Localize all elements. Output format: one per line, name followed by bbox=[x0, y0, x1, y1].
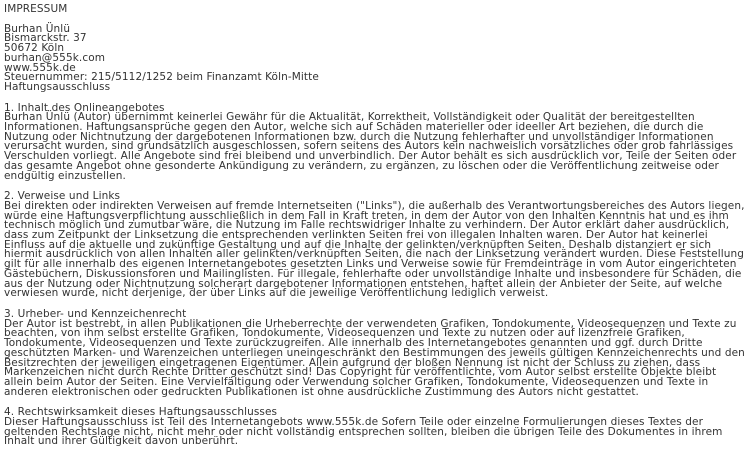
section-links-heading: 2. Verweise und Links bbox=[4, 190, 121, 203]
section-legal-validity-heading: 4. Rechtswirksamkeit dieses Haftungsausschlusses bbox=[4, 406, 278, 419]
contact-city: 50672 Köln bbox=[4, 42, 65, 55]
section-copyright bbox=[4, 307, 746, 398]
section-copyright-heading: 3. Urheber- und Kennzeichenrecht bbox=[4, 307, 187, 320]
section-legal-validity bbox=[4, 408, 746, 447]
contact-email: burhan@555k.com bbox=[4, 51, 106, 64]
section-copyright-body: Der Autor ist bestrebt, in allen Publikationen die Urheberrechte der verwendeten Grafiken, Tondokumente, Videosequenzen und Texte zu beachten, von ihm selbst erstellte Grafiken, Tondokumente, Videosequenzen und Texte zu nutzen oder auf lizenzfreie Grafiken, Tondokumente, Videosequenzen und Texte zurückzugreifen. Alle innerhalb des Internetangebotes genannten und ggf. durch Dritte geschützten Marken- und Warenzeichen unterliegen uneingeschränkt den Bestimmungen des jeweils gültigen Kennzeichenrechts und den Besitzrechten der jeweiligen eingetragenen Eigentümer. Allein aufgrund der bloßen Nennung ist nicht der Schluss zu ziehen, dass Markenzeichen nicht durch Rechte Dritter geschützt sind! Das Copyright für veröffentlichte, vom Autor selbst erstellte Objekte bleibt allein beim Autor der Seiten. Eine Vervielfältigung oder Verwendung solcher Grafiken, Tondokumente, Videosequenzen und Texte in anderen elektronischen oder gedruckten Publikationen ist ohne ausdrückliche Zustimmung des Autors nicht gestattet. bbox=[4, 317, 745, 398]
contact-tax-number: Steuernummer: 215/5112/1252 beim Finanzamt Köln-Mitte bbox=[4, 71, 319, 84]
section-legal-validity-body: Dieser Haftungsausschluss ist Teil des Internetangebots www.555k.de Sofern Teile oder einzelne Formulierungen dieses Textes der geltenden Rechtslage nicht, nicht mehr oder nicht vollständig entsprechen sollten, bleiben die übrigen Teile des Dokumentes in ihrem Inhalt und ihrer Gültigkeit davon unberührt. bbox=[4, 416, 723, 448]
page-title: IMPRESSUM bbox=[4, 3, 68, 15]
section-links-body: Bei direkten oder indirekten Verweisen auf fremde Internetseiten ("Links"), die außerhalb des Verantwortungsbereiches des Autors liegen, würde eine Haftungsverpflichtung ausschließlich in dem Fall in Kraft treten, in dem der Autor von den Inhalten Kenntnis hat und es ihm technisch möglich und zumutbar wäre, die Nutzung im Falle rechtswidriger Inhalte zu verhindern. Der Autor erklärt daher ausdrücklich, dass zum Zeitpunkt der Linksetzung die entsprechenden verlinkten Seiten frei von illegalen Inhalten waren. Der Autor hat keinerlei Einfluss auf die aktuelle und zukünftige Gestaltung und auf die Inhalte der gelinkten/verknüpften Seiten. Deshalb distanziert er sich hiermit ausdrücklich von allen Inhalten aller gelinkten/verknüpften Seiten, die nach der Linksetzung verändert wurden. Diese Feststellung gilt für alle innerhalb des eigenen Internetangebotes gesetzten Links und Verweise sowie für Fremdeinträge in vom Autor eingerichteten Gästebüchern, Diskussionsforen und Mailinglisten. Für illegale, fehlerhafte oder unvollständige Inhalte und insbesondere für Schäden, die aus der Nutzung oder Nichtnutzung solcherart dargebotener Informationen entstehen, haftet allein der Anbieter der Seite, auf welche verwiesen wurde, nicht derjenige, der über Links auf die jeweilige Veröffentlichung lediglich verweist. bbox=[4, 199, 745, 300]
section-links bbox=[4, 192, 746, 299]
section-content bbox=[4, 101, 746, 182]
contact-street: Bismarckstr. 37 bbox=[4, 32, 87, 45]
contact-disclaimer-label: Haftungsausschluss bbox=[4, 80, 111, 93]
section-content-body: Burhan Ünlü (Autor) übernimmt keinerlei Gewähr für die Aktualität, Korrektheit, Vollständigkeit oder Qualität der bereitgestellten Informationen. Haftungsansprüche gegen den Autor, welche sich auf Schäden materieller oder ideeller Art beziehen, die durch die Nutzung oder Nichtnutzung der dargebotenen Informationen bzw. durch die Nutzung fehlerhafter und unvollständiger Informationen verursacht wurden, sind grundsätzlich ausgeschlossen, sofern seitens des Autors kein nachweislich vorsätzliches oder grob fahrlässiges Verschulden vorliegt. Alle Angebote sind frei bleibend und unverbindlich. Der Autor behält es sich ausdrücklich vor, Teile der Seiten oder das gesamte Angebot ohne gesonderte Ankündigung zu verändern, zu ergänzen, zu löschen oder die Veröffentlichung zeitweise oder endgültig einzustellen. bbox=[4, 111, 737, 182]
contact-website: www.555k.de bbox=[4, 61, 76, 74]
contact-block bbox=[4, 22, 746, 93]
section-content-heading: 1. Inhalt des Onlineangebotes bbox=[4, 101, 165, 114]
contact-name: Burhan Ünlü bbox=[4, 22, 71, 35]
